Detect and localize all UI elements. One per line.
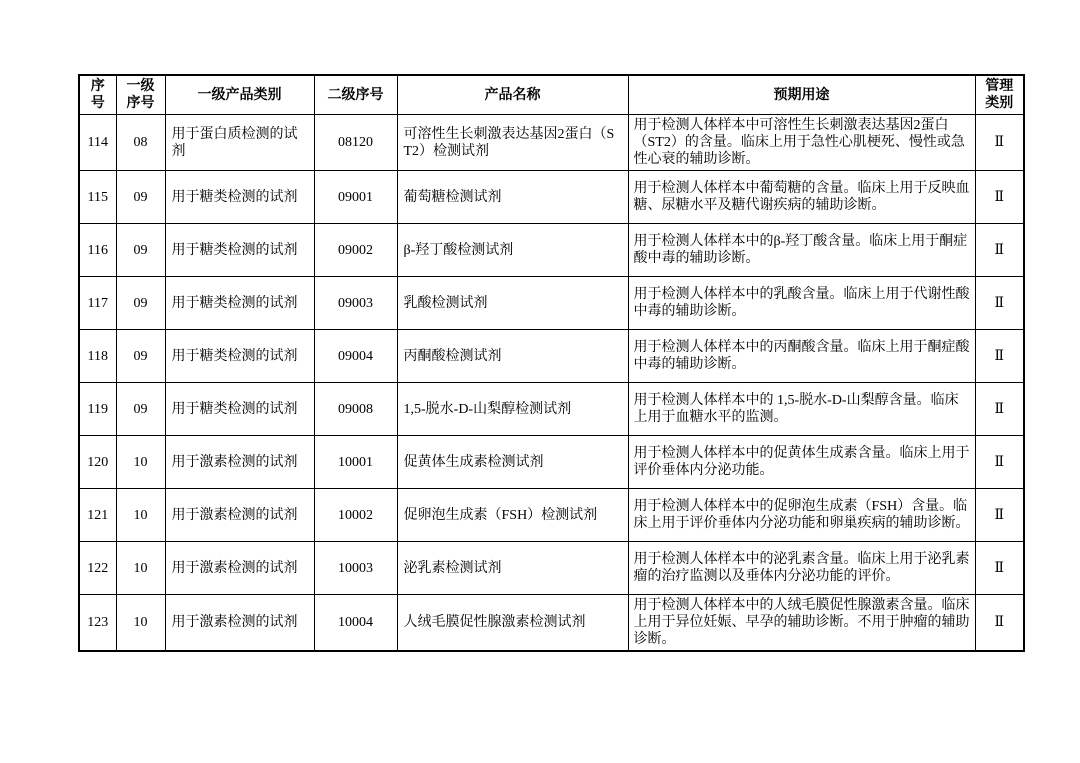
- cell-mgmt_class: Ⅱ: [975, 383, 1024, 436]
- table-row: [79, 224, 1024, 277]
- cell-product_name: 丙酮酸检测试剂: [397, 330, 628, 383]
- column-header-no: 序号: [79, 75, 116, 115]
- cell-no: 119: [79, 383, 116, 436]
- cell-l1_no: 08: [116, 115, 165, 171]
- table-row: [79, 436, 1024, 489]
- cell-l1_no: 09: [116, 383, 165, 436]
- cell-intended_use: 用于检测人体样本中的乳酸含量。临床上用于代谢性酸中毒的辅助诊断。: [628, 277, 975, 330]
- cell-intended_use: 用于检测人体样本中可溶性生长刺激表达基因2蛋白（ST2）的含量。临床上用于急性心肌梗死、慢性或急性心衰的辅助诊断。: [628, 115, 975, 171]
- cell-l1_category: 用于激素检测的试剂: [165, 542, 314, 595]
- cell-l1_no: 09: [116, 224, 165, 277]
- column-header-product_name: 产品名称: [397, 75, 628, 115]
- cell-product_name: 泌乳素检测试剂: [397, 542, 628, 595]
- cell-product_name: 促黄体生成素检测试剂: [397, 436, 628, 489]
- column-header-l1_category: 一级产品类别: [165, 75, 314, 115]
- cell-product_name: β-羟丁酸检测试剂: [397, 224, 628, 277]
- cell-l1_category: 用于激素检测的试剂: [165, 489, 314, 542]
- cell-product_name: 乳酸检测试剂: [397, 277, 628, 330]
- cell-l1_no: 10: [116, 436, 165, 489]
- cell-l2_no: 08120: [314, 115, 397, 171]
- cell-l1_category: 用于糖类检测的试剂: [165, 277, 314, 330]
- product-classification-table: [78, 74, 1025, 652]
- cell-no: 116: [79, 224, 116, 277]
- table-row: [79, 171, 1024, 224]
- cell-l1_category: 用于激素检测的试剂: [165, 436, 314, 489]
- cell-l1_category: 用于糖类检测的试剂: [165, 383, 314, 436]
- cell-l2_no: 09001: [314, 171, 397, 224]
- table-row: [79, 489, 1024, 542]
- cell-mgmt_class: Ⅱ: [975, 436, 1024, 489]
- column-header-intended_use: 预期用途: [628, 75, 975, 115]
- cell-no: 114: [79, 115, 116, 171]
- cell-intended_use: 用于检测人体样本中的丙酮酸含量。临床上用于酮症酸中毒的辅助诊断。: [628, 330, 975, 383]
- cell-no: 123: [79, 595, 116, 652]
- cell-no: 117: [79, 277, 116, 330]
- cell-mgmt_class: Ⅱ: [975, 595, 1024, 652]
- cell-no: 118: [79, 330, 116, 383]
- cell-l1_no: 10: [116, 595, 165, 652]
- cell-l2_no: 10004: [314, 595, 397, 652]
- cell-l2_no: 09003: [314, 277, 397, 330]
- cell-intended_use: 用于检测人体样本中的 1,5-脱水-D-山梨醇含量。临床上用于血糖水平的监测。: [628, 383, 975, 436]
- table-row: [79, 330, 1024, 383]
- table-header-row: [79, 75, 1024, 115]
- cell-intended_use: 用于检测人体样本中的促卵泡生成素（FSH）含量。临床上用于评价垂体内分泌功能和卵巢疾病的辅助诊断。: [628, 489, 975, 542]
- cell-product_name: 促卵泡生成素（FSH）检测试剂: [397, 489, 628, 542]
- cell-product_name: 人绒毛膜促性腺激素检测试剂: [397, 595, 628, 652]
- cell-l2_no: 10003: [314, 542, 397, 595]
- column-header-mgmt_class: 管理类别: [975, 75, 1024, 115]
- cell-l1_no: 10: [116, 542, 165, 595]
- cell-l1_category: 用于糖类检测的试剂: [165, 171, 314, 224]
- column-header-l2_no: 二级序号: [314, 75, 397, 115]
- cell-product_name: 1,5-脱水-D-山梨醇检测试剂: [397, 383, 628, 436]
- table-body: [79, 115, 1024, 652]
- cell-intended_use: 用于检测人体样本中的β-羟丁酸含量。临床上用于酮症酸中毒的辅助诊断。: [628, 224, 975, 277]
- cell-mgmt_class: Ⅱ: [975, 171, 1024, 224]
- cell-l1_no: 09: [116, 171, 165, 224]
- cell-mgmt_class: Ⅱ: [975, 224, 1024, 277]
- table-row: [79, 115, 1024, 171]
- cell-l2_no: 09004: [314, 330, 397, 383]
- cell-intended_use: 用于检测人体样本中的促黄体生成素含量。临床上用于评价垂体内分泌功能。: [628, 436, 975, 489]
- cell-l2_no: 10001: [314, 436, 397, 489]
- table-row: [79, 595, 1024, 652]
- cell-intended_use: 用于检测人体样本中葡萄糖的含量。临床上用于反映血糖、尿糖水平及糖代谢疾病的辅助诊断。: [628, 171, 975, 224]
- cell-mgmt_class: Ⅱ: [975, 330, 1024, 383]
- cell-l1_category: 用于糖类检测的试剂: [165, 224, 314, 277]
- cell-l1_category: 用于蛋白质检测的试剂: [165, 115, 314, 171]
- cell-l1_category: 用于激素检测的试剂: [165, 595, 314, 652]
- cell-mgmt_class: Ⅱ: [975, 542, 1024, 595]
- cell-mgmt_class: Ⅱ: [975, 489, 1024, 542]
- cell-l1_no: 09: [116, 330, 165, 383]
- cell-mgmt_class: Ⅱ: [975, 115, 1024, 171]
- cell-mgmt_class: Ⅱ: [975, 277, 1024, 330]
- table-row: [79, 277, 1024, 330]
- cell-product_name: 可溶性生长刺激表达基因2蛋白（ST2）检测试剂: [397, 115, 628, 171]
- cell-intended_use: 用于检测人体样本中的泌乳素含量。临床上用于泌乳素瘤的治疗监测以及垂体内分泌功能的评价。: [628, 542, 975, 595]
- cell-no: 121: [79, 489, 116, 542]
- cell-no: 120: [79, 436, 116, 489]
- column-header-l1_no: 一级序号: [116, 75, 165, 115]
- cell-product_name: 葡萄糖检测试剂: [397, 171, 628, 224]
- cell-l1_no: 09: [116, 277, 165, 330]
- cell-l2_no: 09008: [314, 383, 397, 436]
- table-row: [79, 383, 1024, 436]
- cell-l2_no: 10002: [314, 489, 397, 542]
- cell-l1_no: 10: [116, 489, 165, 542]
- table-row: [79, 542, 1024, 595]
- cell-no: 122: [79, 542, 116, 595]
- cell-intended_use: 用于检测人体样本中的人绒毛膜促性腺激素含量。临床上用于异位妊娠、早孕的辅助诊断。不用于肿瘤的辅助诊断。: [628, 595, 975, 652]
- cell-l1_category: 用于糖类检测的试剂: [165, 330, 314, 383]
- cell-no: 115: [79, 171, 116, 224]
- cell-l2_no: 09002: [314, 224, 397, 277]
